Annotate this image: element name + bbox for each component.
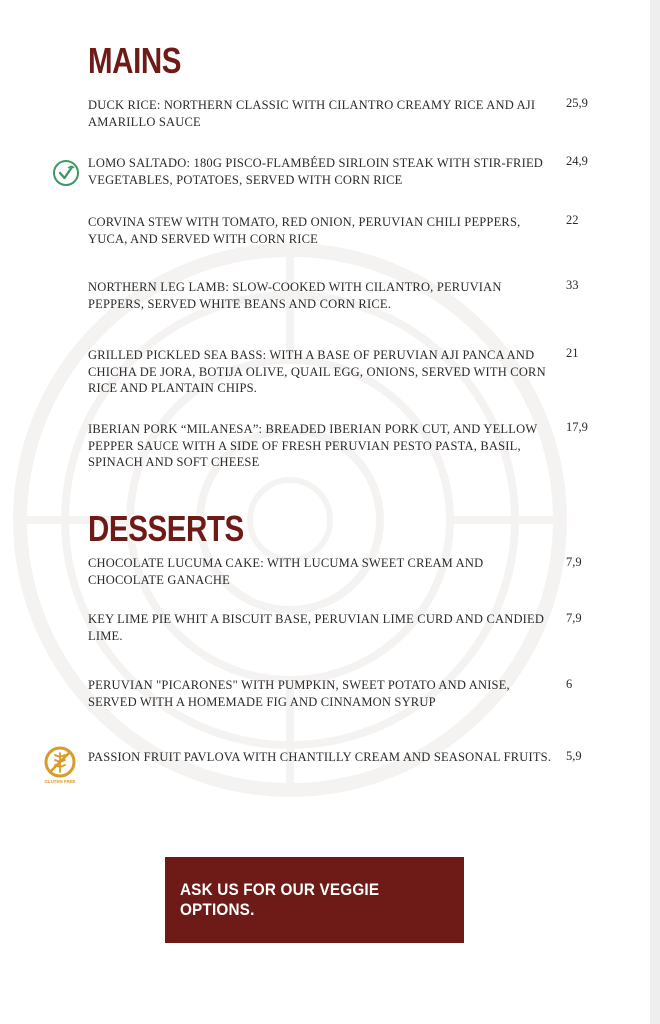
item-price: 5,9 bbox=[566, 749, 582, 763]
menu-item bbox=[88, 555, 558, 588]
gluten-free-icon bbox=[43, 745, 77, 789]
menu-item bbox=[88, 214, 558, 247]
item-description: DUCK RICE: NORTHERN CLASSIC WITH CILANTRO CREAMY RICE AND AJI AMARILLO SAUCE bbox=[88, 98, 536, 129]
vegan-check-icon bbox=[52, 159, 80, 187]
item-price: 33 bbox=[566, 278, 579, 292]
item-price: 6 bbox=[566, 677, 573, 691]
menu-item bbox=[88, 97, 558, 130]
item-description: GRILLED PICKLED SEA BASS: WITH A BASE OF PERUVIAN AJI PANCA AND CHICHA DE JORA, BOTIJA OLIVE, QUAIL EGG, ONIONS, SERVED WITH CORN RICE AND PLANTAIN CHIPS. bbox=[88, 348, 546, 395]
item-description: PERUVIAN "PICARONES" WITH PUMPKIN, SWEET POTATO AND ANISE, SERVED WITH A HOMEMADE FIG AND CINNAMON SYRUP bbox=[88, 678, 510, 709]
item-price: 17,9 bbox=[566, 420, 588, 434]
item-description: CORVINA STEW WITH TOMATO, RED ONION, PERUVIAN CHILI PEPPERS, YUCA, AND SERVED WITH CORN RICE bbox=[88, 215, 521, 246]
menu-item bbox=[88, 279, 558, 312]
item-description: KEY LIME PIE WHIT A BISCUIT BASE, PERUVIAN LIME CURD AND CANDIED LIME. bbox=[88, 612, 545, 643]
menu-item bbox=[88, 155, 558, 188]
page-edge bbox=[650, 0, 660, 1024]
menu-item bbox=[88, 347, 558, 397]
item-description: NORTHERN LEG LAMB: SLOW-COOKED WITH CILANTRO, PERUVIAN PEPPERS, SERVED WHITE BEANS AND CORN RICE. bbox=[88, 280, 502, 311]
item-description: PASSION FRUIT PAVLOVA WITH CHANTILLY CREAM AND SEASONAL FRUITS. bbox=[88, 750, 552, 764]
item-price: 21 bbox=[566, 346, 579, 360]
mains-title: MAINS bbox=[88, 40, 182, 81]
desserts-title: DESSERTS bbox=[88, 508, 244, 549]
item-price: 24,9 bbox=[566, 154, 588, 168]
menu-item bbox=[88, 677, 558, 710]
menu-item bbox=[88, 749, 558, 766]
item-price: 7,9 bbox=[566, 611, 582, 625]
item-description: IBERIAN PORK “MILANESA”: BREADED IBERIAN PORK CUT, AND YELLOW PEPPER SAUCE WITH A SIDE OF FRESH PERUVIAN PESTO PASTA, BASIL, SPINACH AND SOFT CHEESE bbox=[88, 422, 538, 469]
item-price: 25,9 bbox=[566, 96, 588, 110]
gluten-free-text: GLUTEN FREE bbox=[44, 779, 76, 784]
item-price: 7,9 bbox=[566, 555, 582, 569]
menu-item bbox=[88, 421, 558, 471]
menu-item bbox=[88, 611, 558, 644]
item-price: 22 bbox=[566, 213, 579, 227]
item-description: CHOCOLATE LUCUMA CAKE: WITH LUCUMA SWEET CREAM AND CHOCOLATE GANACHE bbox=[88, 556, 484, 587]
item-description: LOMO SALTADO: 180G PISCO-FLAMBÉED SIRLOIN STEAK WITH STIR-FRIED VEGETABLES, POTATOES, SERVED WITH CORN RICE bbox=[88, 156, 544, 187]
veggie-options-banner bbox=[165, 857, 464, 943]
veggie-options-label: ASK US FOR OUR VEGGIE OPTIONS. bbox=[179, 880, 380, 919]
